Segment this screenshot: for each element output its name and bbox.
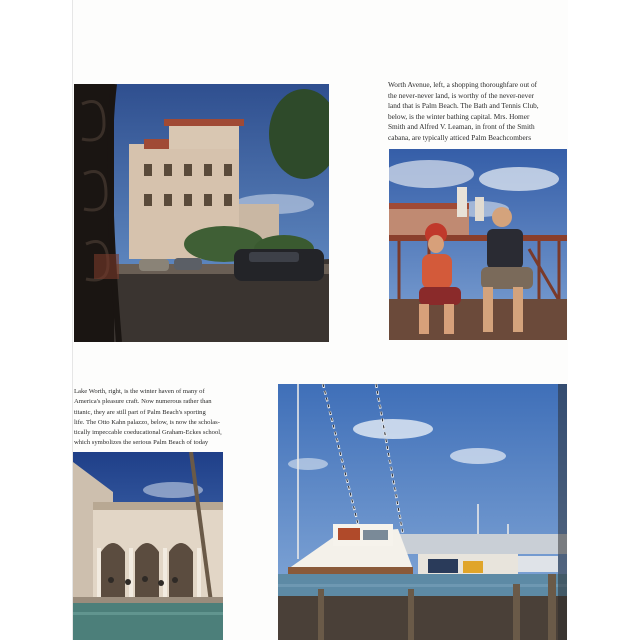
palazzo-photo	[73, 452, 223, 640]
caption-line: land that is Palm Beach. The Bath and Tennis Club,	[388, 101, 539, 111]
caption-line: the never-never land, is worthy of the never-never	[388, 90, 534, 100]
caption-line: below, is the winter bathing capital. Mrs. Homer	[388, 111, 530, 121]
caption-line: Worth Avenue, left, a shopping thoroughfare out of	[388, 80, 538, 89]
lake-worth-photo	[278, 384, 567, 640]
cabana-photo	[389, 149, 567, 340]
caption-line: Smith and Alfred V. Leaman, in front of the Smith	[388, 122, 535, 132]
worth-avenue-photo	[74, 84, 329, 342]
caption-worth-avenue	[388, 80, 556, 144]
caption-lake-worth	[74, 387, 223, 449]
caption-line: Lake Worth, right, is the winter haven of many of	[74, 388, 205, 395]
caption-line: life. The Otto Kahn palazzo, below, is now the scholas-	[74, 418, 220, 426]
caption-line: cabana, are typically atticed Palm Beachcombers	[388, 132, 532, 142]
caption-line: titanic, they are still part of Palm Beach's sporting	[74, 408, 206, 416]
caption-line: tically impeccable coeducational Graham-Eckes school,	[74, 429, 222, 437]
caption-line: America's pleasure craft. Now numerous rather than	[74, 398, 212, 406]
caption-line: which symbolizes the serious Palm Beach of today	[74, 439, 209, 447]
